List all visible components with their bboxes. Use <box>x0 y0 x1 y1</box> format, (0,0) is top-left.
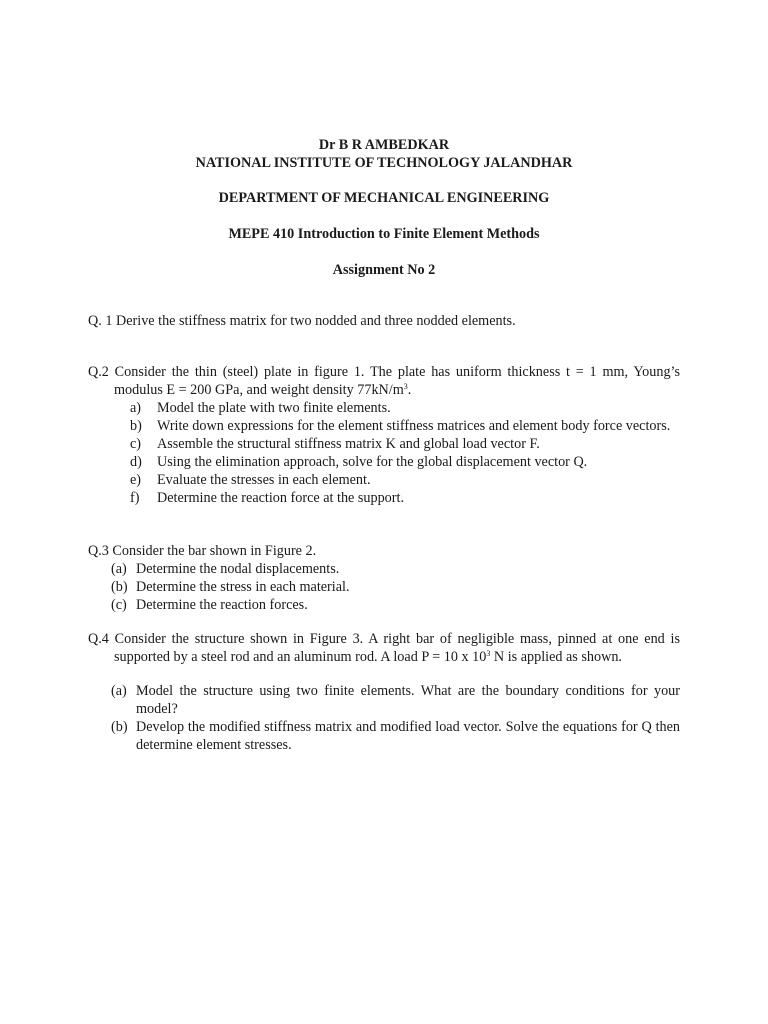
institute-name-line1: Dr B R AMBEDKAR <box>318 137 450 153</box>
question-2-part-c: c) Assemble the structural stiffness matrix K and global load vector F. <box>130 436 540 452</box>
question-3 <box>88 542 680 614</box>
course-heading: MEPE 410 Introduction to Finite Element Methods <box>228 226 540 242</box>
institute-header <box>0 136 768 172</box>
question-2 <box>88 363 680 507</box>
superscript-3: 3 <box>403 382 408 391</box>
question-4-part-b: (b) Develop the modified stiffness matrix and modified load vector. Solve the equations for Q then determine element stresses. <box>111 719 680 753</box>
question-4-intro: Q.4 Consider the structure shown in Figure 3. A right bar of negligible mass, pinned at one end is supported by a steel rod and an aluminum rod. A load P = 10 x $10^3$ N is applied as shown. <box>88 631 680 665</box>
department-heading: DEPARTMENT OF MECHANICAL ENGINEERING <box>218 190 550 206</box>
question-2-part-b: b) Write down expressions for the element stiffness matrices and element body force vectors. <box>130 418 671 434</box>
assignment-title: Assignment No 2 <box>332 262 436 278</box>
question-3-part-b: (b) Determine the stress in each material. <box>111 579 350 595</box>
question-4 <box>88 630 680 754</box>
institute-name-line2: NATIONAL INSTITUTE OF TECHNOLOGY JALANDHAR <box>195 155 573 171</box>
question-3-part-a: (a) Determine the nodal displacements. <box>111 561 340 577</box>
question-4-part-a: (a) Model the structure using two finite elements. What are the boundary conditions for your model? <box>111 683 680 717</box>
question-2-part-d: d) Using the elimination approach, solve for the global displacement vector Q. <box>130 454 588 470</box>
question-4-subparts <box>88 682 680 754</box>
question-1-text: Q. 1 Derive the stiffness matrix for two nodded and three nodded elements. <box>88 313 516 329</box>
question-3-part-c: (c) Determine the reaction forces. <box>111 597 308 613</box>
question-2-subparts <box>88 399 680 507</box>
question-3-intro: Q.3 Consider the bar shown in Figure 2. <box>88 543 317 559</box>
question-2-part-f: f) Determine the reaction force at the support. <box>130 490 404 506</box>
question-2-part-a: a) Model the plate with two finite elements. <box>130 400 391 416</box>
question-3-subparts <box>88 560 680 614</box>
superscript-3: 3 <box>486 649 491 658</box>
question-2-intro: Q.2 Consider the thin (steel) plate in figure 1. The plate has uniform thickness t = 1 mm, Young’s modulus E = 200 GPa, and weight density $77kN/m^3$. <box>88 364 680 398</box>
question-2-part-e: e) Evaluate the stresses in each element. <box>130 472 371 488</box>
question-1 <box>88 312 680 330</box>
